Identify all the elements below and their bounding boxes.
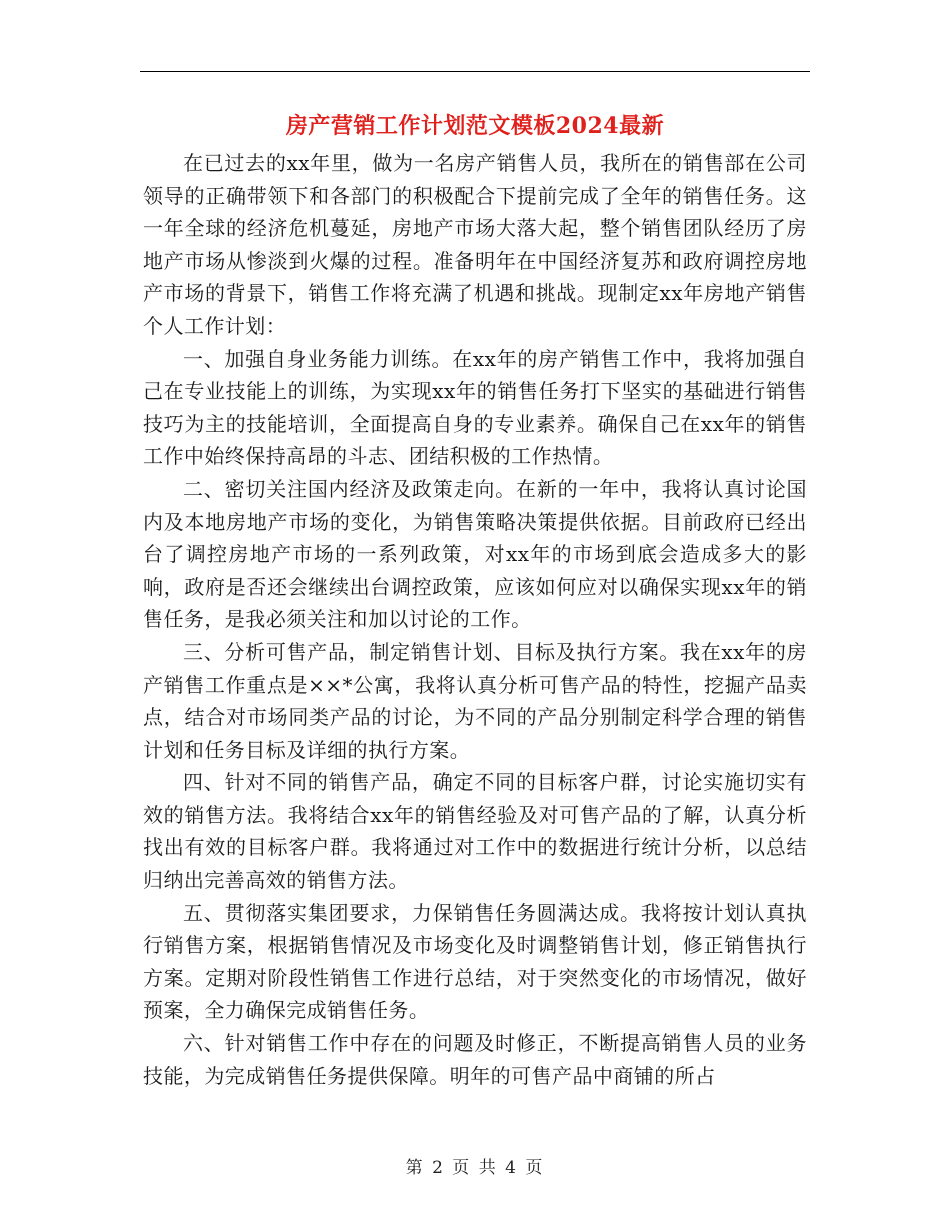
footer-current-page: 2 bbox=[432, 1158, 445, 1178]
footer-total-pages: 4 bbox=[505, 1158, 518, 1178]
section-3-paragraph: 三、分析可售产品，制定销售计划、目标及执行方案。我在xx年的房产销售工作重点是××*公寓，我将认真分析可售产品的特性，挖掘产品卖点，结合对市场同类产品的讨论，为不同的产品分别制定科学合理的销售计划和任务目标及详细的执行方案。 bbox=[143, 639, 807, 762]
footer-middle: 页 共 bbox=[452, 1158, 498, 1178]
section-4-paragraph: 四、针对不同的销售产品，确定不同的目标客户群，讨论实施切实有效的销售方法。我将结合xx年的销售经验及对可售产品的了解，认真分析找出有效的目标客户群。我将通过对工作中的数据进行统计分析，以总结归纳出完善高效的销售方法。 bbox=[143, 770, 807, 893]
footer-suffix: 页 bbox=[525, 1158, 545, 1178]
footer-prefix: 第 bbox=[405, 1158, 425, 1178]
intro-paragraph: 在已过去的xx年里，做为一名房产销售人员，我所在的销售部在公司领导的正确带领下和各部门的积极配合下提前完成了全年的销售任务。这一年全球的经济危机蔓延，房地产市场大落大起，整个销售团队经历了房地产市场从惨淡到火爆的过程。准备明年在中国经济复苏和政府调控房地产市场的背景下，销售工作将充满了机遇和挑战。现制定xx年房地产销售个人工作计划： bbox=[143, 151, 807, 338]
page-footer bbox=[0, 1153, 950, 1178]
section-5-paragraph: 五、贯彻落实集团要求，力保销售任务圆满达成。我将按计划认真执行销售方案，根据销售情况及市场变化及时调整销售计划，修正销售执行方案。定期对阶段性销售工作进行总结，对于突然变化的市场情况，做好预案，全力确保完成销售任务。 bbox=[143, 900, 807, 1023]
document-body bbox=[143, 147, 807, 1092]
section-6-paragraph: 六、针对销售工作中存在的问题及时修正，不断提高销售人员的业务技能，为完成销售任务提供保障。明年的可售产品中商铺的所占 bbox=[143, 1031, 807, 1088]
section-2-paragraph: 二、密切关注国内经济及政策走向。在新的一年中，我将认真讨论国内及本地房地产市场的变化，为销售策略决策提供依据。目前政府已经出台了调控房地产市场的一系列政策，对xx年的市场到底会造成多大的影响，政府是否还会继续出台调控政策，应该如何应对以确保实现xx年的销售任务，是我必须关注和加以讨论的工作。 bbox=[143, 476, 807, 632]
section-1-paragraph: 一、加强自身业务能力训练。在xx年的房产销售工作中，我将加强自己在专业技能上的训练，为实现xx年的销售任务打下坚实的基础进行销售技巧为主的技能培训，全面提高自身的专业素养。确保自己在xx年的销售工作中始终保持高昂的斗志、团结积极的工作热情。 bbox=[143, 346, 807, 469]
document-title: 房产营销工作计划范文模板2024最新 bbox=[285, 113, 665, 139]
header-rule bbox=[140, 71, 810, 72]
